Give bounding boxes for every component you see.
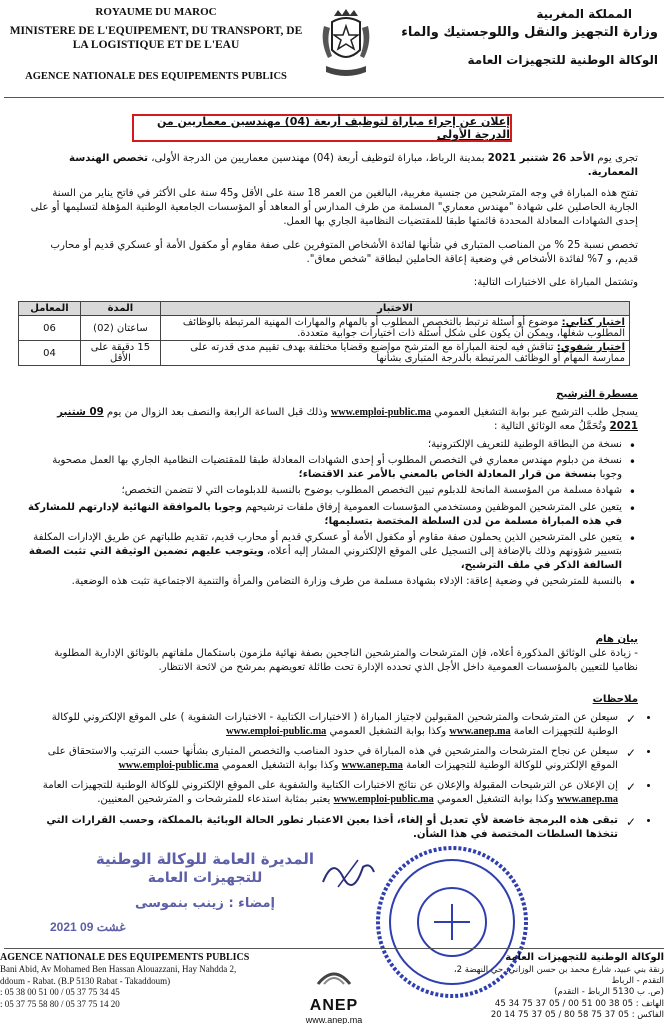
exam-label: اختبار شفوي: [556, 342, 625, 353]
signature-block [90, 850, 320, 911]
signature-title-1: المديرة العامة للوكالة الوطنية [95, 850, 315, 868]
note-text: يعتبر بمثابة استدعاء للمترشحات و المترشحين المعنيين. [97, 794, 334, 806]
exam-description [160, 316, 629, 341]
list-item [28, 814, 638, 842]
emploi-public-link[interactable]: www.emploi-public.ma [333, 794, 434, 806]
application-paragraph [28, 406, 638, 434]
col-header-duration: المدة [80, 302, 160, 316]
footer-fax-ar: الفاكس : 05 37 75 58 80 / 05 37 75 14 20 [490, 1010, 664, 1021]
emploi-public-link[interactable]: www.emploi-public.ma [118, 760, 219, 772]
notes-section [28, 693, 638, 848]
note-text: تبقى هذه البرمجة خاضعة لأي تعديل أو إلغاء، أخذا بعين الاعتبار تطور الحالة الوبائية بالمملكة، وحسب القرارات التي تتخذها السلطات المختصة في هذا الشأن. [46, 814, 618, 840]
application-text: وذلك قبل الساعة الرابعة والنصف بعد الزوال من يوم [103, 407, 331, 419]
doc-text: نسخة من دبلوم مهندس معماري في التخصص المطلوب أو إحدى الشهادات المعادلة طبقا للمقتضيات النظامية الجاري بها العمل مصحوبة وجوبا [52, 455, 622, 481]
important-text: - زيادة على الوثائق المذكورة أعلاه، فإن المترشحات والمترشحين الناجحين بصفة نهائية ملزمون باستكمال ملفاتهم بالوثائق الإدارية المطلوبة نظاميا للتعيين بالمؤسسات العمومية داخل الأجل الذي تحدده الإدارة تحت طائلة تعويضهم بمرشح من لائحة الانتظار. [54, 648, 638, 674]
header-kingdom-ar: المملكة المغربية [536, 7, 632, 21]
header-agency-fr: AGENCE NATIONALE DES EQUIPEMENTS PUBLICS [25, 71, 287, 83]
exam-description [160, 341, 629, 366]
footer-logo-block [274, 966, 394, 1024]
list-item [28, 531, 638, 573]
anep-link[interactable]: www.anep.ma [556, 794, 618, 806]
doc-bold-text: ويتوجب عليهم تضمين الوثيقة التي تثبت الصفة السالفة الذكر في ملف الترشيح، [28, 545, 622, 571]
note-text: إن الإعلان عن الترشيحات المقبولة والإعلان عن نتائج الاختبارات الكتابية والشفوية على الموقع الإلكتروني للوكالة الوطنية للتجهيزات العامة [42, 780, 618, 792]
application-text: يسجل طلب الترشيح عبر بوابة التشغيل العمومي [431, 407, 638, 419]
list-item [28, 745, 638, 773]
doc-text: بالنسبة للمترشحين في وضعية إعاقة: الإدلاء بشهادة مسلمة من طرف وزارة التضامن والمرأة والتنمية الاجتماعية تثبت هذه الوضعية. [71, 575, 622, 587]
list-item [28, 454, 638, 482]
exam-coefficient: 04 [19, 341, 81, 366]
footer-agency-ar: الوكالة الوطنية للتجهيزات العامة [505, 952, 664, 963]
footer-address-ar-2: (ص. ب 5130 الرباط - التقدم) [554, 987, 664, 998]
footer-phone: : 05 38 00 51 00 / 05 37 75 34 45 [0, 987, 120, 998]
exam-duration: 15 دقيقة على الأقل [80, 341, 160, 366]
col-header-exam: الاختبار [160, 302, 629, 316]
intro-text: تجرى يوم [594, 153, 638, 164]
deadline-date: 09 شتنبر 2021 [57, 407, 638, 433]
emploi-public-link[interactable]: www.emploi-public.ma [226, 726, 327, 738]
royal-emblem-icon [316, 8, 376, 80]
important-heading: بيان هام [595, 634, 638, 645]
header-french [6, 6, 306, 83]
intro-paragraph-1 [28, 152, 638, 180]
footer-website[interactable]: www.anep.ma [305, 1015, 363, 1024]
header-ministry-ar: وزارة التجهيز والنقل واللوجستيك والماء [401, 25, 658, 41]
exam-desc-text: تناقش فيه لجنة المباراة مع المترشح مواضيع وقضايا مختلفة بهدف تقييم مدى قدرته على ممارسة المهام أو الوظائف المرتبطة بالدرجة المتبارى بشأنها [190, 342, 625, 364]
list-item [28, 779, 638, 807]
footer-french [0, 951, 250, 1011]
required-documents-list [28, 438, 638, 589]
table-row [19, 341, 630, 366]
exam-date: الأحد 26 شتنبر 2021 [487, 153, 595, 164]
anep-link[interactable]: www.anep.ma [341, 760, 403, 772]
exam-desc-text: موضوع أو أسئلة ترتبط بالتخصص المطلوب أو بالمهام والمهارات المهنية المرتبطة بالوظائف المطلوب شغلها، ويمكن أن يكون على شكل أسئلة ذات اختيارات جوابية متعددة. [182, 317, 625, 339]
header-divider [4, 97, 664, 98]
emploi-public-link[interactable]: www.emploi-public.ma [330, 407, 432, 419]
doc-bold-text: وجوبا بالموافقة النهائية لإدارتهم للمشاركة في هذه المباراة مسلمة من لدن السلطة المختصة بتسليمها؛ [28, 501, 622, 527]
important-section [28, 633, 638, 675]
footer-address-ar-1: زنقة بني عبيد، شارع محمد بن حسن الوزاني، حي النهضة 2، التقدم - الرباط [453, 964, 664, 986]
anep-logo-icon [314, 966, 354, 988]
exams-table [18, 301, 630, 366]
list-item [28, 711, 638, 739]
signature-date: 2021 غشت 09 [50, 920, 126, 934]
announcement-title-box [132, 114, 512, 142]
handwritten-signature-icon [318, 852, 378, 892]
footer-phone-ar: الهاتف : 05 38 00 51 00 / 05 37 75 34 45 [494, 998, 664, 1009]
footer-agency-fr: AGENCE NATIONALE DES EQUIPEMENTS PUBLICS [0, 952, 250, 963]
note-text: سيعلن عن نجاح المترشحات والمترشحين في هذه المباراة في حدود المناصب والتخصص المتبارى بشأنها حسب الترتيب والاستحقاق على الموقع الإلكتروني للوكالة الوطنية للتجهيزات العامة [47, 746, 618, 772]
list-item [28, 575, 638, 589]
header-arabic [388, 6, 658, 68]
note-text: وكذا بوابة التشغيل العمومي [433, 794, 557, 806]
header-ministry-fr: MINISTERE DE L'EQUIPEMENT, DU TRANSPORT, DE LA LOGISTIQUE ET DE L'EAU [9, 24, 303, 51]
list-item [28, 501, 638, 529]
exam-label: اختبار كتابي: [561, 317, 625, 328]
application-text: وتُحَمَّلُ معه الوثائق التالية : [494, 421, 610, 433]
exam-coefficient: 06 [19, 316, 81, 341]
notes-heading: ملاحظات [592, 694, 638, 705]
intro-paragraph-2: تفتح هذه المباراة في وجه المترشحين من جنسية مغربية، البالغين من العمر 18 سنة على الأقل و45 سنة على الأكثر في فاتح يناير من السنة الجارية الحاصلين على شهادة "مهندس معماري" المسلمة من طرف المدارس أو المعاهد أو المؤسسات الجامعية الوطنية المؤهلة لتسليمها أو على إحدى الشهادات المعادلة المحددة قائمتها طبقا للمقتضيات النظامية الجاري بها العمل. [30, 188, 638, 228]
notes-list [28, 711, 638, 842]
signature-name: إمضاء : زينب بنموسى [134, 896, 276, 911]
anep-link[interactable]: www.anep.ma [449, 726, 511, 738]
list-item [28, 438, 638, 452]
intro-paragraph-3: تخصص نسبة 25 % من المناصب المتبارى في شأنها لفائدة الأشخاص المتوفرين على صفة مقاوم أو مكفول الأمة أو عسكري قديم أو محارب قديم، و 7% لفائدة الأشخاص في وضعية إعاقة الحاملين لبطاقة "شخص معاق". [50, 240, 638, 266]
doc-text: يتعين على المترشحين الموظفين ومستخدمي المؤسسات العمومية إرفاق ملفات ترشيحهم [242, 501, 622, 513]
exam-speciality: تخصص الهندسة المعمارية. [69, 153, 638, 179]
anep-logo-text: ANEP [309, 997, 359, 1014]
application-section [28, 388, 638, 591]
footer-address-line-1: Bani Abid, Av Mohamed Ben Hassan Alouazzani, Hay Nahdda 2, [0, 964, 237, 974]
intro-text: بمدينة الرباط، مباراة لتوظيف أربعة (04) مهندسين معماريين من الدرجة الأولى، [147, 153, 488, 164]
exams-table-header [19, 302, 630, 316]
list-item [28, 484, 638, 498]
footer-address-line-2: ddoum - Rabat. (B.P 5130 Rabat - Takaddoum) [0, 975, 171, 986]
header-agency-ar: الوكالة الوطنية للتجهيزات العامة [467, 52, 658, 67]
table-row [19, 316, 630, 341]
announcement-title: إعلان عن إجراء مباراة لتوظيف أربعة (04) مهندسين معماريين من الدرجة الأولى [156, 115, 510, 141]
intro-paragraph-4: وتشتمل المباراة على الاختبارات التالية: [473, 277, 638, 288]
note-text: وكذا بوابة التشغيل العمومي [218, 760, 342, 772]
note-text: وكذا بوابة التشغيل العمومي [326, 726, 450, 738]
signature-title-2: للتجهيزات العامة [147, 870, 263, 886]
footer-divider [4, 948, 664, 949]
doc-text: شهادة مسلمة من المؤسسة المانحة للدبلوم تبين التخصص المطلوب بوضوح بالنسبة للدبلومات التي لا تتضمن التخصص؛ [121, 485, 622, 497]
application-heading: مسطرة الترشيح [556, 389, 638, 400]
doc-text: يتعين على المترشحين الذين يحملون صفة مقاوم أو مكفول الأمة أو عسكري قديم أو محارب قديم، تقديم طلباتهم عن طريق الإدارات المكلفة بتسيير شؤونهم وذلك بالإضافة إلى التسجيل على الموقع الإلكتروني المشار إليه أعلاه، [33, 531, 622, 557]
col-header-coefficient: المعامل [19, 302, 81, 316]
footer-arabic [434, 951, 664, 1022]
footer-fax: : 05 37 75 58 80 / 05 37 75 14 20 [0, 999, 120, 1010]
doc-bold-text: بنسخة من قرار المعادلة الخاص بالمعني بالأمر عند الاقتضاء؛ [298, 469, 597, 481]
header-kingdom-fr: ROYAUME DU MAROC [95, 6, 217, 18]
doc-text: نسخة من البطاقة الوطنية للتعريف الإلكترونية؛ [427, 439, 622, 451]
note-text: سيعلن عن المترشحات والمترشحين المقبولين لاجتياز المباراة ( الاختبارات الكتابية - الاختبارات الشفوية ) على الموقع الإلكتروني للوكالة الوطنية للتجهيزات العامة [51, 712, 618, 738]
exam-duration: ساعتان (02) [80, 316, 160, 341]
